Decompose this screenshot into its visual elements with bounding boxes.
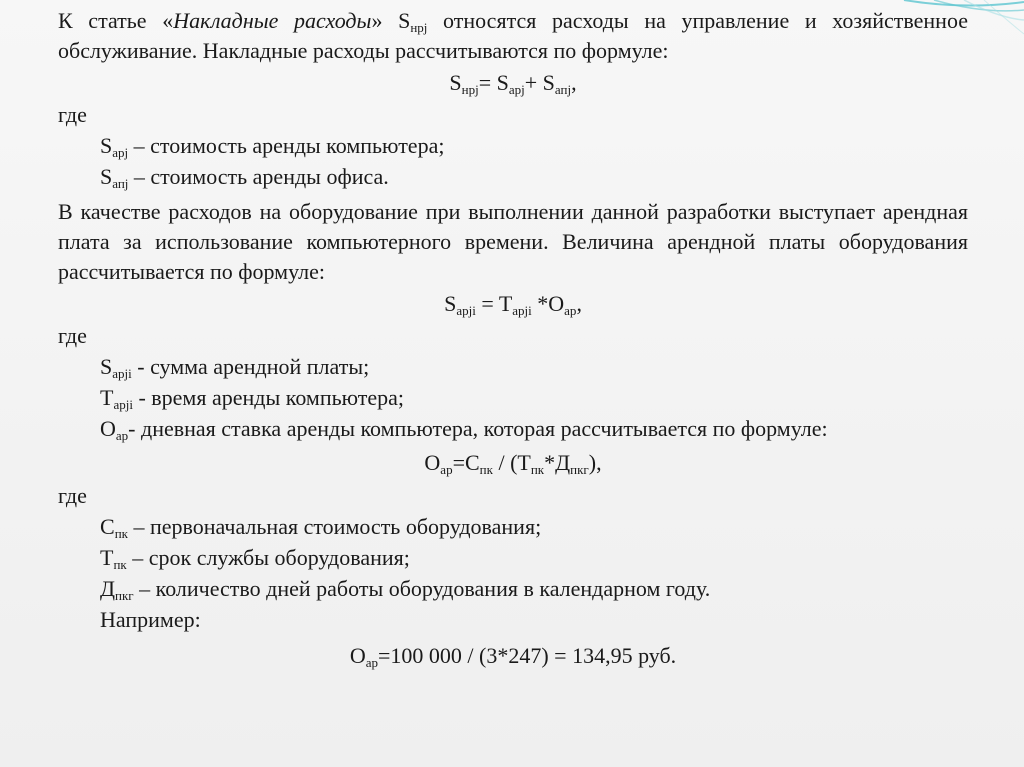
definition-symbol: Д — [100, 576, 116, 601]
formula-operator: + S — [524, 70, 555, 95]
formula-punctuation: , — [571, 70, 577, 95]
definition-initial-cost — [58, 512, 968, 543]
where-label-2: где — [58, 323, 87, 348]
where-label-1: где — [58, 102, 87, 127]
formula-result: =100 000 / (3*247) = 134,95 руб. — [377, 643, 677, 668]
formula-subscript: нрj — [461, 82, 479, 97]
definition-symbol: T — [100, 545, 114, 570]
formula-symbol: O — [349, 643, 366, 668]
formula-subscript: пк — [479, 462, 493, 477]
formula-symbol: O — [424, 450, 441, 475]
formula-subscript: ар — [365, 655, 378, 670]
formula-subscript: арji — [512, 303, 532, 318]
slide-content — [58, 6, 968, 676]
formula-symbol: S — [444, 291, 457, 316]
definition-symbol: C — [100, 514, 115, 539]
definition-subscript: ар — [115, 428, 129, 443]
definition-rent-time — [58, 383, 968, 414]
definition-rent-computer — [58, 131, 968, 162]
definition-subscript: пк — [113, 557, 127, 572]
definition-text: – стоимость аренды офиса. — [128, 164, 389, 189]
intro-subscript: нрj — [410, 20, 428, 35]
formula-punctuation: ), — [588, 450, 602, 475]
formula-subscript: ар — [440, 462, 453, 477]
formula-operator: *O — [531, 291, 565, 316]
formula-subscript: пк — [530, 462, 545, 477]
definition-subscript: арji — [112, 366, 132, 381]
formula-subscript: ар — [564, 303, 577, 318]
definition-rent-sum — [58, 352, 968, 383]
formula-operator: = S — [478, 70, 509, 95]
definition-text: – срок службы оборудования; — [126, 545, 410, 570]
equipment-paragraph: В качестве расходов на оборудование при выполнении данной разработки выступает арендная плата за использование компьютерного времени. Величина арендной платы оборудования рассчитывается по формуле: — [58, 199, 968, 284]
definition-symbol: O — [100, 416, 116, 441]
formula-subscript: арj — [508, 82, 525, 97]
formula-symbol: S — [449, 70, 462, 95]
formula-rent — [58, 287, 968, 321]
definition-text: - дневная ставка аренды компьютера, которая рассчитывается по формуле: — [128, 416, 828, 441]
intro-text-1: К статье « — [58, 8, 174, 33]
definition-symbol: S — [100, 133, 113, 158]
definition-text: - время аренды компьютера; — [132, 385, 405, 410]
formula-operator: *Д — [544, 450, 571, 475]
definition-daily-rate — [58, 414, 968, 445]
definition-working-days — [58, 574, 968, 605]
formula-operator: / (T — [492, 450, 531, 475]
intro-text-3: относятся расходы на управление и хозяйственное обслуживание. Накладные расходы рассчитываются по формуле: — [58, 8, 968, 63]
intro-paragraph — [58, 6, 968, 66]
intro-italic-term: Накладные расходы — [173, 8, 372, 33]
definition-text: – количество дней работы оборудования в календарном году. — [133, 576, 711, 601]
definition-text: – первоначальная стоимость оборудования; — [127, 514, 542, 539]
definition-rent-office — [58, 162, 968, 193]
where-label-3: где — [58, 483, 87, 508]
definition-subscript: апj — [112, 176, 129, 191]
formula-punctuation: , — [576, 291, 582, 316]
intro-text-2: » S — [371, 8, 411, 33]
definition-subscript: пк — [114, 526, 128, 541]
definition-subscript: арji — [113, 397, 133, 412]
definition-subscript: пкг — [115, 588, 134, 603]
definition-subscript: арj — [112, 145, 129, 160]
definition-text: - сумма арендной платы; — [131, 354, 370, 379]
definition-symbol: T — [100, 385, 114, 410]
example-label: Например: — [100, 607, 201, 632]
definition-service-life — [58, 543, 968, 574]
formula-subscript: апj — [554, 82, 572, 97]
formula-example — [58, 636, 968, 676]
formula-operator: = T — [475, 291, 513, 316]
definition-text: – стоимость аренды компьютера; — [128, 133, 445, 158]
formula-subscript: арji — [456, 303, 476, 318]
definition-symbol: S — [100, 164, 113, 189]
formula-subscript: пкг — [570, 462, 589, 477]
formula-operator: =C — [452, 450, 480, 475]
formula-daily-rate — [58, 445, 968, 481]
definition-symbol: S — [100, 354, 113, 379]
formula-overhead — [58, 66, 968, 100]
